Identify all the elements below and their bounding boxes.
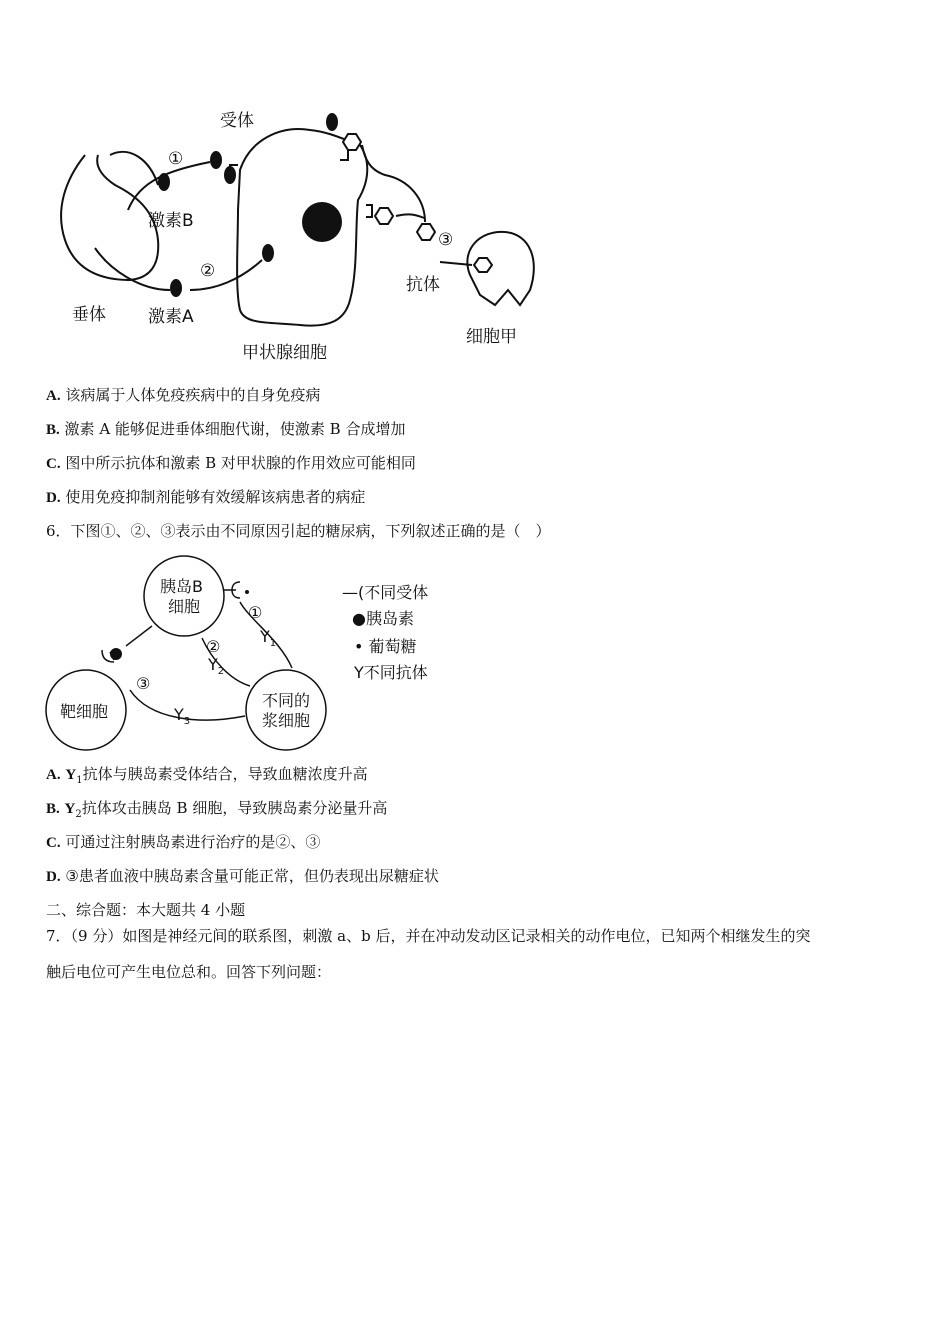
label-cell-jia: 细胞甲 [466, 327, 517, 347]
label-pituitary: 垂体 [72, 305, 106, 325]
label-y2: $Y_2$ [208, 655, 225, 677]
label-step2: ② [206, 637, 221, 656]
q5-option-a: A. 该病属于人体免疫疾病中的自身免疫病 [46, 386, 321, 404]
section-heading: 二、综合题：本大题共 4 小题 [46, 901, 246, 919]
arrow-a-to-pituitary [95, 248, 170, 290]
antibody-icon [375, 208, 393, 224]
label-islet-b-line1: 胰岛B [160, 577, 203, 596]
receptor-right [366, 205, 372, 217]
legend-insulin: ●胰岛素 [352, 609, 414, 628]
label-hormone-b: 激素B [148, 211, 194, 231]
islet-b-cell [144, 556, 224, 636]
q5-option-d: D. 使用免疫抑制剂能够有效缓解该病患者的病症 [46, 488, 366, 506]
q6-option-a: A. $Y_1$抗体与胰岛素受体结合，导致血糖浓度升高 [46, 765, 368, 786]
label-step1: ① [168, 149, 184, 169]
q5-option-b: B. 激素 A 能够促进垂体细胞代谢，使激素 B 合成增加 [46, 420, 406, 438]
antibody-arrow [396, 214, 424, 218]
hormone-b-dot [326, 113, 338, 131]
legend-glucose: • 葡萄糖 [354, 637, 417, 656]
hormone-a-dot [170, 279, 182, 297]
q6-stem: 6．下图①、②、③表示由不同原因引起的糖尿病，下列叙述正确的是（ ） [46, 522, 551, 540]
antibody-icon [343, 134, 361, 150]
glucose-dot [245, 590, 249, 594]
figure-diabetes-diagram [40, 550, 460, 755]
q5-option-c: C. 图中所示抗体和激素 B 对甲状腺的作用效应可能相同 [46, 454, 416, 472]
label-receptor: 受体 [220, 111, 254, 131]
label-y1: $Y_1$ [260, 627, 277, 649]
plasma-cell [246, 670, 326, 750]
label-antibody: 抗体 [406, 275, 440, 295]
arrow-islet-to-target [126, 626, 152, 646]
label-thyroid-cell: 甲状腺细胞 [242, 343, 327, 363]
label-step2: ② [200, 261, 216, 281]
hormone-b-dot [224, 166, 236, 184]
label-step3: ③ [438, 230, 454, 250]
antibody-icon [474, 258, 492, 272]
legend-receptor: —(不同受体 [342, 583, 429, 602]
legend-antibody: Y不同抗体 [354, 663, 428, 682]
label-step3: ③ [136, 674, 151, 693]
label-y3: $Y_3$ [174, 705, 191, 727]
label-target-cell: 靶细胞 [60, 702, 109, 721]
label-hormone-a: 激素A [148, 307, 194, 327]
nucleus [302, 202, 342, 242]
label-plasma-line1: 不同的 [262, 691, 311, 710]
insulin-dot [110, 648, 122, 660]
label-islet-b-line2: 细胞 [168, 597, 201, 616]
label-plasma-line2: 浆细胞 [262, 711, 311, 730]
antibody-icon [417, 224, 435, 240]
q7-line2: 触后电位可产生电位总和。回答下列问题： [46, 963, 332, 981]
receptor-islet [224, 582, 240, 598]
q6-option-c: C. 可通过注射胰岛素进行治疗的是②、③ [46, 833, 321, 851]
hormone-a-dot [262, 244, 274, 262]
q6-option-d: D. ③患者血液中胰岛素含量可能正常，但仍表现出尿糖症状 [46, 867, 439, 885]
hormone-b-dot [210, 151, 222, 169]
figure-thyroid-diagram [40, 100, 560, 370]
q7-line1: 7．（9 分）如图是神经元间的联系图，刺激 a、b 后，并在冲动发动区记录相关的动作电位，已知两个相继发生的突 [46, 927, 811, 945]
label-step1: ① [248, 603, 263, 622]
q6-option-b: B. $Y_2$抗体攻击胰岛 B 细胞，导致胰岛素分泌量升高 [46, 799, 388, 820]
pituitary-outline [61, 152, 158, 280]
